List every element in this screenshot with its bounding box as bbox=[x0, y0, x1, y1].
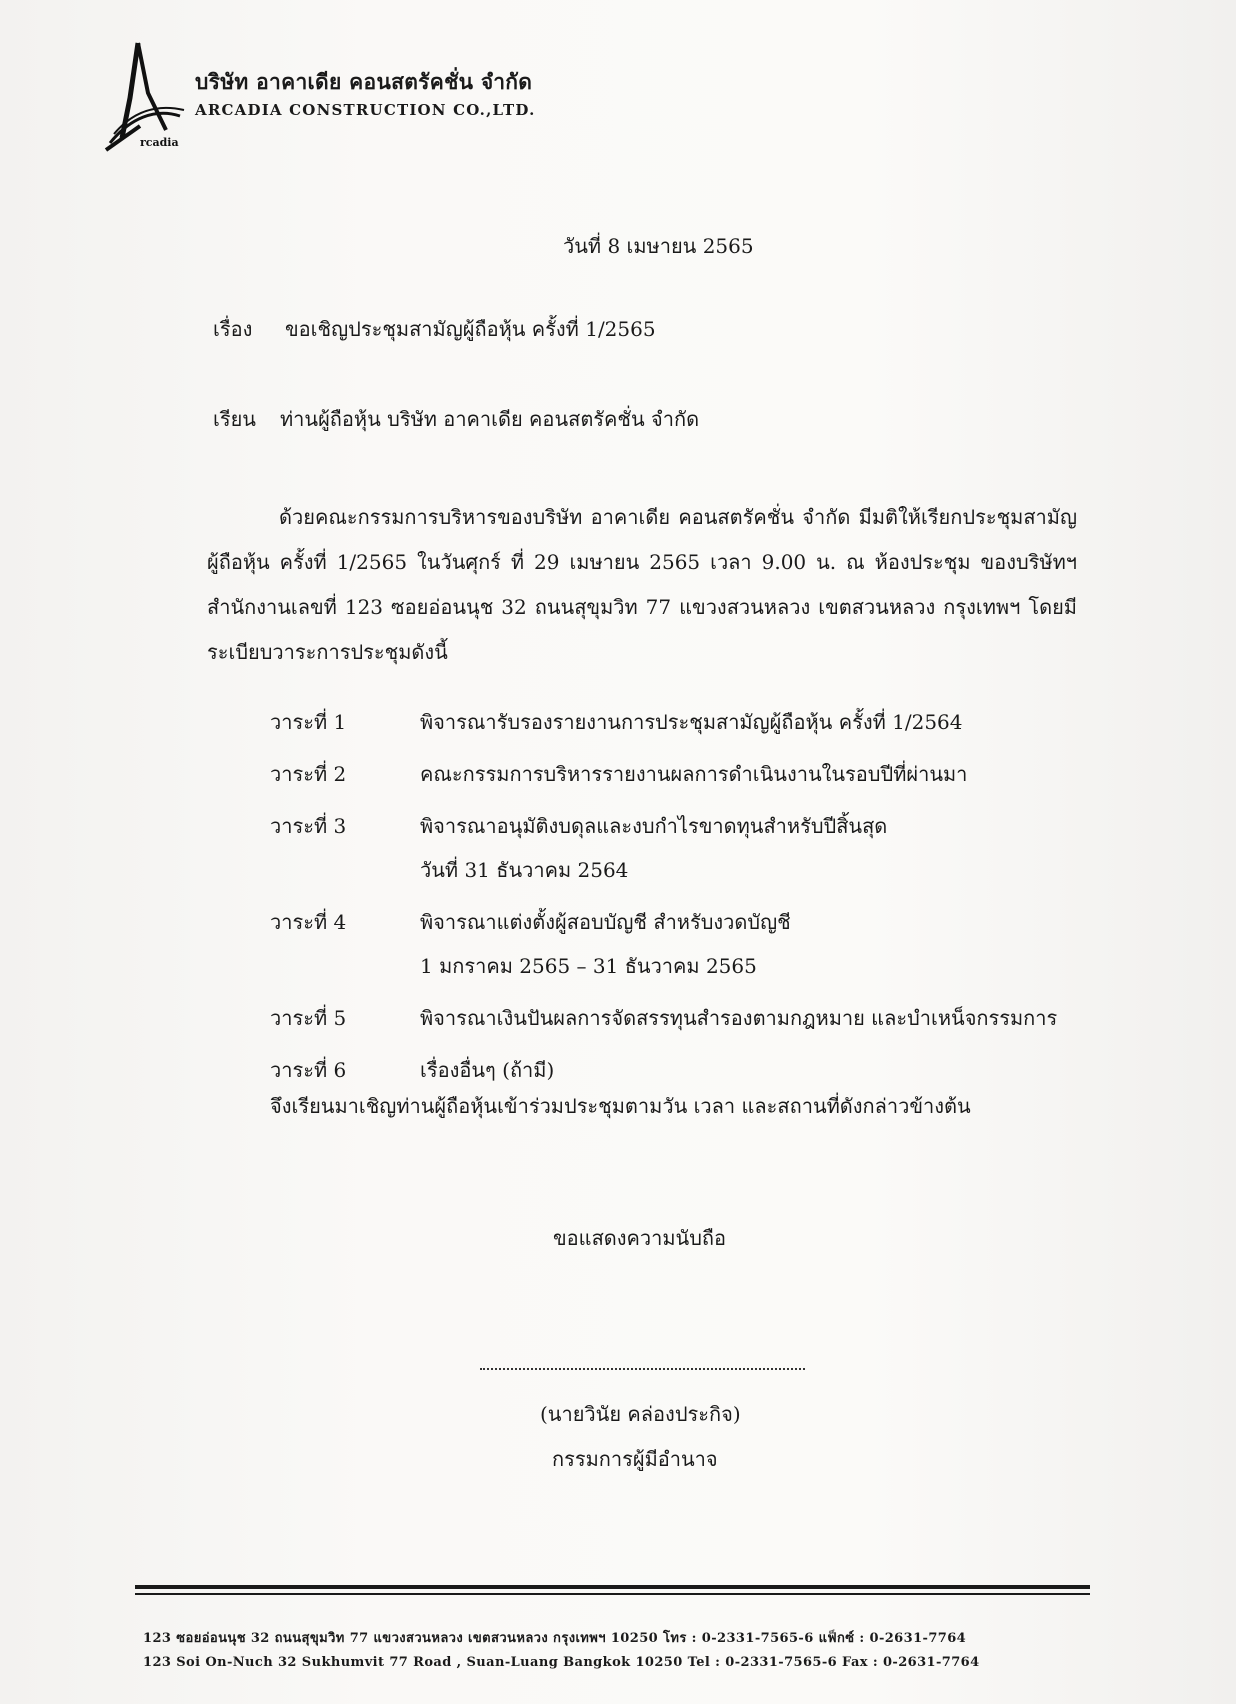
agenda-description bbox=[420, 752, 1070, 796]
agenda-number: วาระที่ 1 bbox=[270, 710, 347, 734]
closing-sentence: จึงเรียนมาเชิญท่านผู้ถือหุ้นเข้าร่วมประชุมตามวัน เวลา และสถานที่ดังกล่าวข้างต้น bbox=[270, 1094, 971, 1118]
recipient-label: เรียน bbox=[213, 407, 256, 431]
agenda-list bbox=[270, 700, 1070, 1100]
agenda-item bbox=[270, 700, 1070, 744]
agenda-item bbox=[270, 752, 1070, 796]
agenda-description bbox=[420, 804, 1070, 892]
agenda-number: วาระที่ 6 bbox=[270, 1058, 347, 1082]
agenda-description bbox=[420, 700, 1070, 744]
signature-line bbox=[480, 1368, 805, 1370]
recipient-text: ท่านผู้ถือหุ้น บริษัท อาคาเดีย คอนสตรัคชั่น จำกัด bbox=[280, 407, 700, 431]
signatory-title: กรรมการผู้มีอำนาจ bbox=[552, 1447, 718, 1471]
agenda-number: วาระที่ 4 bbox=[270, 910, 347, 934]
agenda-description bbox=[420, 1048, 1070, 1092]
subject-label: เรื่อง bbox=[213, 317, 253, 341]
company-name-english: ARCADIA CONSTRUCTION CO.,LTD. bbox=[195, 101, 536, 119]
agenda-line: คณะกรรมการบริหารรายงานผลการดำเนินงานในรอบปีที่ผ่านมา bbox=[420, 762, 968, 786]
agenda-item bbox=[270, 996, 1070, 1040]
agenda-line: เรื่องอื่นๆ (ถ้ามี) bbox=[420, 1058, 555, 1082]
body-paragraph: ด้วยคณะกรรมการบริหารของบริษัท อาคาเดีย คอนสตรัคชั่น จำกัด มีมติให้เรียกประชุมสามัญผู้ถือหุ้น ครั้งที่ 1/2565 ในวันศุกร์ ที่ 29 เมษายน 2565 เวลา 9.00 น. ณ ห้องประชุม ของบริษัทฯ สำนักงานเลขที่ 123 ซอยอ่อนนุช 32 ถนนสุขุมวิท 77 แขวงสวนหลวง เขตสวนหลวง กรุงเทพฯ โดยมีระเบียบวาระการประชุมดังนี้ bbox=[207, 505, 1077, 664]
company-name-thai: บริษัท อาคาเดีย คอนสตรัคชั่น จำกัด bbox=[195, 69, 533, 94]
agenda-item bbox=[270, 1048, 1070, 1092]
agenda-line: วันที่ 31 ธันวาคม 2564 bbox=[420, 858, 629, 882]
footer-address-thai: 123 ซอยอ่อนนุช 32 ถนนสุขุมวิท 77 แขวงสวนหลวง เขตสวนหลวง กรุงเทพฯ 10250 โทร : 0-2331-7565-6 แฟ็กซ์ : 0-2631-7764 bbox=[143, 1631, 967, 1646]
agenda-item bbox=[270, 900, 1070, 988]
agenda-item bbox=[270, 804, 1070, 892]
agenda-line: พิจารณาอนุมัติงบดุลและงบกำไรขาดทุนสำหรับปีสิ้นสุด bbox=[420, 814, 888, 838]
footer-divider bbox=[135, 1593, 1090, 1595]
agenda-line: 1 มกราคม 2565 – 31 ธันวาคม 2565 bbox=[420, 954, 757, 978]
arcadia-logo bbox=[100, 38, 190, 153]
subject-text: ขอเชิญประชุมสามัญผู้ถือหุ้น ครั้งที่ 1/2565 bbox=[285, 317, 656, 341]
agenda-description bbox=[420, 900, 1070, 988]
regards: ขอแสดงความนับถือ bbox=[553, 1226, 727, 1250]
agenda-line: พิจารณาเงินปันผลการจัดสรรทุนสำรองตามกฎหมาย และบำเหน็จกรรมการ bbox=[420, 1006, 1058, 1030]
footer-address-english: 123 Soi On-Nuch 32 Sukhumvit 77 Road , Suan-Luang Bangkok 10250 Tel : 0-2331-7565-6 Fax : 0-2631-7764 bbox=[143, 1655, 980, 1670]
agenda-description bbox=[420, 996, 1070, 1040]
agenda-number: วาระที่ 2 bbox=[270, 762, 347, 786]
agenda-line: พิจารณารับรองรายงานการประชุมสามัญผู้ถือหุ้น ครั้งที่ 1/2564 bbox=[420, 710, 963, 734]
agenda-line: พิจารณาแต่งตั้งผู้สอบบัญชี สำหรับงวดบัญชี bbox=[420, 910, 791, 934]
agenda-number: วาระที่ 5 bbox=[270, 1006, 347, 1030]
logo-wordmark: rcadia bbox=[140, 136, 179, 149]
signatory-name: (นายวินัย คล่องประกิจ) bbox=[540, 1402, 741, 1426]
agenda-number: วาระที่ 3 bbox=[270, 814, 347, 838]
letter-date: วันที่ 8 เมษายน 2565 bbox=[563, 234, 754, 258]
footer-divider bbox=[135, 1585, 1090, 1589]
